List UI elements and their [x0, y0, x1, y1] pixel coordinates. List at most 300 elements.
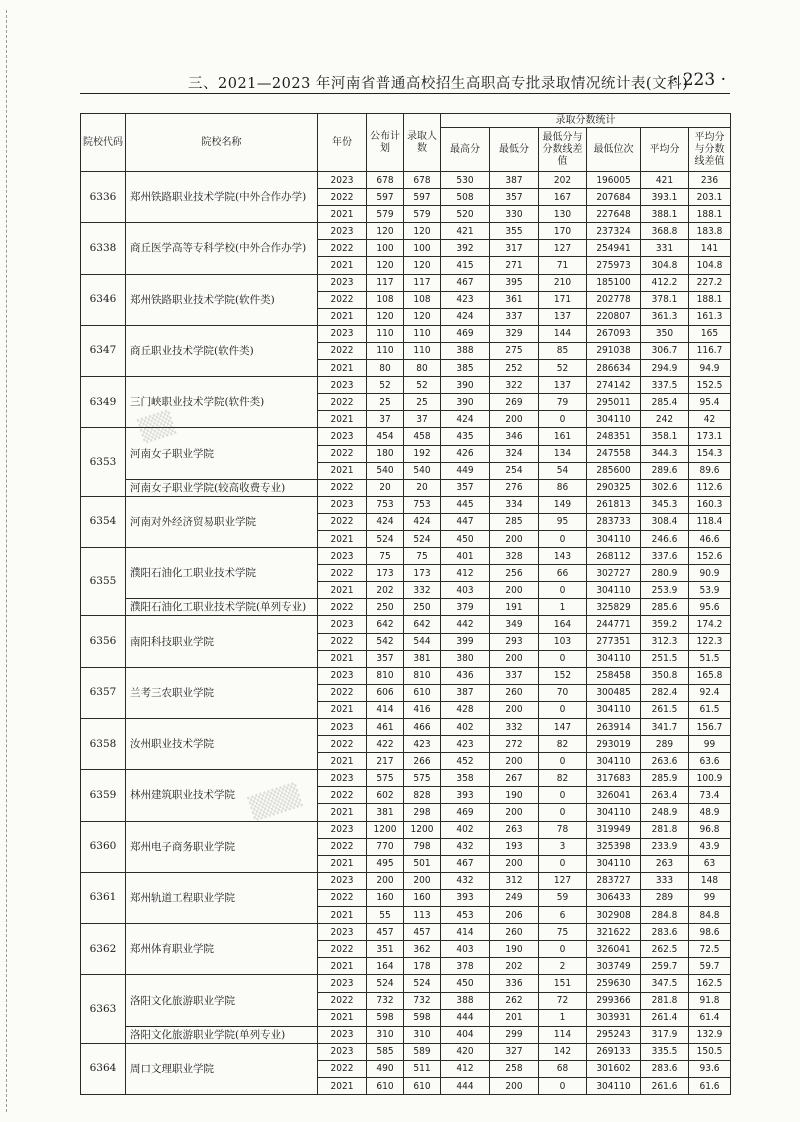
- col-header-max: 最高分: [441, 128, 490, 172]
- plan-cell: 80: [367, 360, 404, 377]
- admitted-cell: 798: [404, 838, 441, 855]
- table-header: [81, 114, 731, 172]
- avg-diff-cell: 53.9: [689, 582, 731, 599]
- plan-cell: 160: [367, 889, 404, 906]
- max-cell: 432: [441, 838, 490, 855]
- year-cell: 2023: [318, 172, 367, 189]
- school-code-cell: 6338: [81, 223, 126, 274]
- year-cell: 2021: [318, 753, 367, 770]
- school-name-cell: 郑州体育职业学院: [126, 924, 318, 975]
- plan-cell: 108: [367, 291, 404, 308]
- year-cell: 2021: [318, 855, 367, 872]
- min-diff-cell: 82: [539, 736, 587, 753]
- school-code-cell: 6347: [81, 325, 126, 376]
- min-rank-cell: 269133: [587, 1043, 641, 1060]
- plan-cell: 585: [367, 1043, 404, 1060]
- min-cell: 263: [490, 821, 539, 838]
- min-rank-cell: 275973: [587, 257, 641, 274]
- plan-cell: 117: [367, 274, 404, 291]
- avg-cell: 283.6: [641, 1060, 689, 1077]
- avg-diff-cell: 100.9: [689, 770, 731, 787]
- avg-diff-cell: 150.5: [689, 1043, 731, 1060]
- avg-cell: 388.1: [641, 206, 689, 223]
- year-cell: 2022: [318, 513, 367, 530]
- avg-diff-cell: 104.8: [689, 257, 731, 274]
- admitted-cell: 810: [404, 667, 441, 684]
- min-cell: 201: [490, 1009, 539, 1026]
- year-cell: 2022: [318, 1060, 367, 1077]
- min-diff-cell: 66: [539, 565, 587, 582]
- plan-cell: 540: [367, 462, 404, 479]
- min-cell: 336: [490, 975, 539, 992]
- avg-diff-cell: 73.4: [689, 787, 731, 804]
- year-cell: 2022: [318, 445, 367, 462]
- max-cell: 435: [441, 428, 490, 445]
- min-rank-cell: 304110: [587, 411, 641, 428]
- min-cell: 190: [490, 941, 539, 958]
- min-cell: 191: [490, 599, 539, 616]
- avg-cell: 263.6: [641, 753, 689, 770]
- avg-cell: 335.5: [641, 1043, 689, 1060]
- admitted-cell: 424: [404, 513, 441, 530]
- max-cell: 387: [441, 684, 490, 701]
- year-cell: 2022: [318, 291, 367, 308]
- avg-cell: 289: [641, 736, 689, 753]
- admitted-cell: 160: [404, 889, 441, 906]
- max-cell: 424: [441, 308, 490, 325]
- admitted-cell: 120: [404, 308, 441, 325]
- school-name-cell: 商丘职业技术学院(软件类): [126, 325, 318, 376]
- min-rank-cell: 304110: [587, 855, 641, 872]
- avg-diff-cell: 72.5: [689, 941, 731, 958]
- avg-diff-cell: 188.1: [689, 206, 731, 223]
- plan-cell: 120: [367, 223, 404, 240]
- avg-diff-cell: 63: [689, 855, 731, 872]
- min-diff-cell: 70: [539, 684, 587, 701]
- avg-diff-cell: 112.6: [689, 479, 731, 496]
- min-cell: 202: [490, 958, 539, 975]
- admitted-cell: 589: [404, 1043, 441, 1060]
- school-name-cell: 商丘医学高等专科学校(中外合作办学): [126, 223, 318, 274]
- min-rank-cell: 196005: [587, 172, 641, 189]
- min-cell: 200: [490, 855, 539, 872]
- table-row: [81, 325, 731, 342]
- plan-cell: 55: [367, 907, 404, 924]
- min-cell: 267: [490, 770, 539, 787]
- admission-stats-table: [80, 113, 731, 1095]
- min-cell: 260: [490, 924, 539, 941]
- avg-diff-cell: 236: [689, 172, 731, 189]
- min-cell: 317: [490, 240, 539, 257]
- admitted-cell: 110: [404, 325, 441, 342]
- admitted-cell: 75: [404, 548, 441, 565]
- min-diff-cell: 72: [539, 992, 587, 1009]
- plan-cell: 200: [367, 872, 404, 889]
- school-code-cell: 6355: [81, 548, 126, 616]
- max-cell: 444: [441, 1077, 490, 1094]
- min-diff-cell: 0: [539, 941, 587, 958]
- plan-cell: 422: [367, 736, 404, 753]
- max-cell: 412: [441, 565, 490, 582]
- min-diff-cell: 85: [539, 342, 587, 359]
- avg-cell: 261.4: [641, 1009, 689, 1026]
- year-cell: 2022: [318, 941, 367, 958]
- avg-diff-cell: 116.7: [689, 342, 731, 359]
- admitted-cell: 120: [404, 223, 441, 240]
- max-cell: 403: [441, 941, 490, 958]
- max-cell: 453: [441, 907, 490, 924]
- plan-cell: 250: [367, 599, 404, 616]
- avg-diff-cell: 156.7: [689, 719, 731, 736]
- faint-stamp-mark: ▒▒▒: [247, 782, 304, 823]
- min-diff-cell: 1: [539, 1009, 587, 1026]
- min-cell: 262: [490, 992, 539, 1009]
- avg-diff-cell: 161.3: [689, 308, 731, 325]
- avg-cell: 285.6: [641, 599, 689, 616]
- min-cell: 200: [490, 582, 539, 599]
- min-diff-cell: 6: [539, 907, 587, 924]
- min-diff-cell: 0: [539, 753, 587, 770]
- avg-cell: 317.9: [641, 1026, 689, 1043]
- year-cell: 2023: [318, 667, 367, 684]
- min-rank-cell: 304110: [587, 650, 641, 667]
- avg-diff-cell: 148: [689, 872, 731, 889]
- table-row: [81, 1043, 731, 1060]
- max-cell: 444: [441, 1009, 490, 1026]
- table-row: [81, 548, 731, 565]
- plan-cell: 575: [367, 770, 404, 787]
- min-rank-cell: 303749: [587, 958, 641, 975]
- plan-cell: 1200: [367, 821, 404, 838]
- plan-cell: 597: [367, 189, 404, 206]
- min-rank-cell: 237324: [587, 223, 641, 240]
- avg-diff-cell: 165.8: [689, 667, 731, 684]
- avg-diff-cell: 59.7: [689, 958, 731, 975]
- header-rule: [80, 93, 730, 94]
- min-diff-cell: 95: [539, 513, 587, 530]
- admitted-cell: 678: [404, 172, 441, 189]
- max-cell: 402: [441, 719, 490, 736]
- admitted-cell: 457: [404, 924, 441, 941]
- year-cell: 2023: [318, 548, 367, 565]
- year-cell: 2022: [318, 394, 367, 411]
- admitted-cell: 25: [404, 394, 441, 411]
- min-diff-cell: 0: [539, 701, 587, 718]
- school-name-cell: 郑州电子商务职业学院: [126, 821, 318, 872]
- plan-cell: 610: [367, 1077, 404, 1094]
- year-cell: 2022: [318, 342, 367, 359]
- avg-diff-cell: 63.6: [689, 753, 731, 770]
- year-cell: 2023: [318, 223, 367, 240]
- min-cell: 200: [490, 753, 539, 770]
- min-rank-cell: 301602: [587, 1060, 641, 1077]
- admitted-cell: 597: [404, 189, 441, 206]
- avg-diff-cell: 152.5: [689, 377, 731, 394]
- avg-diff-cell: 173.1: [689, 428, 731, 445]
- avg-diff-cell: 90.9: [689, 565, 731, 582]
- year-cell: 2022: [318, 565, 367, 582]
- col-header-plan: 公布计划: [367, 114, 404, 172]
- table-row: [81, 274, 731, 291]
- year-cell: 2021: [318, 411, 367, 428]
- min-diff-cell: 1: [539, 599, 587, 616]
- min-diff-cell: 54: [539, 462, 587, 479]
- plan-cell: 110: [367, 325, 404, 342]
- min-rank-cell: 254941: [587, 240, 641, 257]
- admitted-cell: 298: [404, 804, 441, 821]
- max-cell: 420: [441, 1043, 490, 1060]
- plan-cell: 381: [367, 804, 404, 821]
- table-row: [81, 1026, 731, 1043]
- min-cell: 200: [490, 530, 539, 547]
- min-cell: 334: [490, 496, 539, 513]
- year-cell: 2023: [318, 428, 367, 445]
- admitted-cell: 524: [404, 530, 441, 547]
- admitted-cell: 524: [404, 975, 441, 992]
- year-cell: 2023: [318, 1026, 367, 1043]
- min-cell: 357: [490, 189, 539, 206]
- avg-diff-cell: 174.2: [689, 616, 731, 633]
- admitted-cell: 466: [404, 719, 441, 736]
- year-cell: 2022: [318, 787, 367, 804]
- min-rank-cell: 207684: [587, 189, 641, 206]
- avg-cell: 341.7: [641, 719, 689, 736]
- school-code-cell: 6356: [81, 616, 126, 667]
- plan-cell: 524: [367, 975, 404, 992]
- admitted-cell: 310: [404, 1026, 441, 1043]
- school-name-cell: 南阳科技职业学院: [126, 616, 318, 667]
- col-header-avg: 平均分: [641, 128, 689, 172]
- avg-diff-cell: 160.3: [689, 496, 731, 513]
- min-diff-cell: 0: [539, 787, 587, 804]
- plan-cell: 678: [367, 172, 404, 189]
- avg-cell: 302.6: [641, 479, 689, 496]
- min-diff-cell: 78: [539, 821, 587, 838]
- admitted-cell: 732: [404, 992, 441, 1009]
- avg-diff-cell: 95.4: [689, 394, 731, 411]
- year-cell: 2021: [318, 582, 367, 599]
- col-header-stats: 录取分数统计: [441, 114, 731, 128]
- avg-cell: 412.2: [641, 274, 689, 291]
- min-diff-cell: 103: [539, 633, 587, 650]
- avg-cell: 285.4: [641, 394, 689, 411]
- school-name-cell: 河南对外经济贸易职业学院: [126, 496, 318, 547]
- min-rank-cell: 304110: [587, 530, 641, 547]
- admitted-cell: 598: [404, 1009, 441, 1026]
- avg-cell: 261.6: [641, 1077, 689, 1094]
- year-cell: 2023: [318, 377, 367, 394]
- admitted-cell: 108: [404, 291, 441, 308]
- year-cell: 2022: [318, 838, 367, 855]
- year-cell: 2023: [318, 616, 367, 633]
- min-cell: 387: [490, 172, 539, 189]
- min-rank-cell: 319949: [587, 821, 641, 838]
- admitted-cell: 540: [404, 462, 441, 479]
- year-cell: 2021: [318, 360, 367, 377]
- min-rank-cell: 259630: [587, 975, 641, 992]
- min-rank-cell: 304110: [587, 582, 641, 599]
- max-cell: 388: [441, 992, 490, 1009]
- school-name-cell: 郑州铁路职业技术学院(软件类): [126, 274, 318, 325]
- school-code-cell: 6360: [81, 821, 126, 872]
- year-cell: 2021: [318, 308, 367, 325]
- min-cell: 272: [490, 736, 539, 753]
- min-cell: 332: [490, 719, 539, 736]
- min-rank-cell: 285600: [587, 462, 641, 479]
- min-diff-cell: 152: [539, 667, 587, 684]
- max-cell: 467: [441, 855, 490, 872]
- min-rank-cell: 293019: [587, 736, 641, 753]
- plan-cell: 120: [367, 257, 404, 274]
- plan-cell: 120: [367, 308, 404, 325]
- min-diff-cell: 71: [539, 257, 587, 274]
- admitted-cell: 173: [404, 565, 441, 582]
- min-cell: 254: [490, 462, 539, 479]
- min-cell: 355: [490, 223, 539, 240]
- plan-cell: 753: [367, 496, 404, 513]
- max-cell: 530: [441, 172, 490, 189]
- max-cell: 508: [441, 189, 490, 206]
- admitted-cell: 192: [404, 445, 441, 462]
- avg-cell: 233.9: [641, 838, 689, 855]
- page-header: [80, 68, 730, 94]
- min-rank-cell: 227648: [587, 206, 641, 223]
- school-name-cell: 洛阳文化旅游职业学院(单列专业): [126, 1026, 318, 1043]
- school-name-cell: 郑州铁路职业技术学院(中外合作办学): [126, 172, 318, 223]
- min-rank-cell: 283727: [587, 872, 641, 889]
- table-row: [81, 172, 731, 189]
- min-cell: 337: [490, 667, 539, 684]
- min-cell: 346: [490, 428, 539, 445]
- avg-diff-cell: 94.9: [689, 360, 731, 377]
- year-cell: 2023: [318, 496, 367, 513]
- max-cell: 442: [441, 616, 490, 633]
- col-header-min: 最低分: [490, 128, 539, 172]
- max-cell: 401: [441, 548, 490, 565]
- max-cell: 469: [441, 325, 490, 342]
- year-cell: 2021: [318, 1009, 367, 1026]
- min-rank-cell: 268112: [587, 548, 641, 565]
- admitted-cell: 266: [404, 753, 441, 770]
- col-header-name: 院校名称: [126, 114, 318, 172]
- avg-cell: 312.3: [641, 633, 689, 650]
- min-rank-cell: 248351: [587, 428, 641, 445]
- year-cell: 2021: [318, 650, 367, 667]
- admitted-cell: 80: [404, 360, 441, 377]
- school-name-cell: 濮阳石油化工职业技术学院: [126, 548, 318, 599]
- min-rank-cell: 321622: [587, 924, 641, 941]
- avg-cell: 289: [641, 889, 689, 906]
- year-cell: 2023: [318, 1043, 367, 1060]
- min-rank-cell: 263914: [587, 719, 641, 736]
- min-rank-cell: 291038: [587, 342, 641, 359]
- avg-cell: 350.8: [641, 667, 689, 684]
- avg-cell: 421: [641, 172, 689, 189]
- min-cell: 275: [490, 342, 539, 359]
- avg-cell: 251.5: [641, 650, 689, 667]
- min-diff-cell: 127: [539, 240, 587, 257]
- admitted-cell: 52: [404, 377, 441, 394]
- avg-cell: 242: [641, 411, 689, 428]
- min-rank-cell: 325398: [587, 838, 641, 855]
- admitted-cell: 100: [404, 240, 441, 257]
- admitted-cell: 642: [404, 616, 441, 633]
- school-code-cell: 6363: [81, 975, 126, 1043]
- avg-diff-cell: 162.5: [689, 975, 731, 992]
- min-diff-cell: 142: [539, 1043, 587, 1060]
- min-diff-cell: 0: [539, 855, 587, 872]
- max-cell: 449: [441, 462, 490, 479]
- min-diff-cell: 143: [539, 548, 587, 565]
- min-cell: 337: [490, 308, 539, 325]
- avg-diff-cell: 46.6: [689, 530, 731, 547]
- plan-cell: 180: [367, 445, 404, 462]
- admitted-cell: 20: [404, 479, 441, 496]
- admitted-cell: 423: [404, 736, 441, 753]
- min-rank-cell: 247558: [587, 445, 641, 462]
- col-header-min-diff: 最低分与分数线差值: [539, 128, 587, 172]
- school-code-cell: 6357: [81, 667, 126, 718]
- min-cell: 330: [490, 206, 539, 223]
- plan-cell: 37: [367, 411, 404, 428]
- school-name-cell: 濮阳石油化工职业技术学院(单列专业): [126, 599, 318, 616]
- school-code-cell: 6364: [81, 1043, 126, 1094]
- max-cell: 393: [441, 889, 490, 906]
- avg-cell: 285.9: [641, 770, 689, 787]
- year-cell: 2023: [318, 924, 367, 941]
- min-cell: 395: [490, 274, 539, 291]
- school-code-cell: 6354: [81, 496, 126, 547]
- admitted-cell: 753: [404, 496, 441, 513]
- min-diff-cell: 0: [539, 650, 587, 667]
- avg-diff-cell: 99: [689, 736, 731, 753]
- max-cell: 404: [441, 1026, 490, 1043]
- avg-diff-cell: 141: [689, 240, 731, 257]
- plan-cell: 75: [367, 548, 404, 565]
- min-diff-cell: 134: [539, 445, 587, 462]
- year-cell: 2021: [318, 701, 367, 718]
- min-cell: 285: [490, 513, 539, 530]
- binding-margin-line: [6, 10, 7, 1112]
- min-rank-cell: 304110: [587, 753, 641, 770]
- min-rank-cell: 326041: [587, 787, 641, 804]
- max-cell: 445: [441, 496, 490, 513]
- min-cell: 269: [490, 394, 539, 411]
- avg-cell: 378.1: [641, 291, 689, 308]
- max-cell: 421: [441, 223, 490, 240]
- year-cell: 2023: [318, 325, 367, 342]
- year-cell: 2021: [318, 804, 367, 821]
- max-cell: 452: [441, 753, 490, 770]
- avg-cell: 283.6: [641, 924, 689, 941]
- year-cell: 2022: [318, 684, 367, 701]
- min-cell: 328: [490, 548, 539, 565]
- max-cell: 399: [441, 633, 490, 650]
- min-rank-cell: 295011: [587, 394, 641, 411]
- max-cell: 447: [441, 513, 490, 530]
- plan-cell: 20: [367, 479, 404, 496]
- plan-cell: 457: [367, 924, 404, 941]
- max-cell: 403: [441, 582, 490, 599]
- max-cell: 393: [441, 787, 490, 804]
- year-cell: 2023: [318, 821, 367, 838]
- min-diff-cell: 3: [539, 838, 587, 855]
- table-row: [81, 377, 731, 394]
- min-diff-cell: 167: [539, 189, 587, 206]
- avg-diff-cell: 165: [689, 325, 731, 342]
- min-cell: 293: [490, 633, 539, 650]
- min-rank-cell: 304110: [587, 804, 641, 821]
